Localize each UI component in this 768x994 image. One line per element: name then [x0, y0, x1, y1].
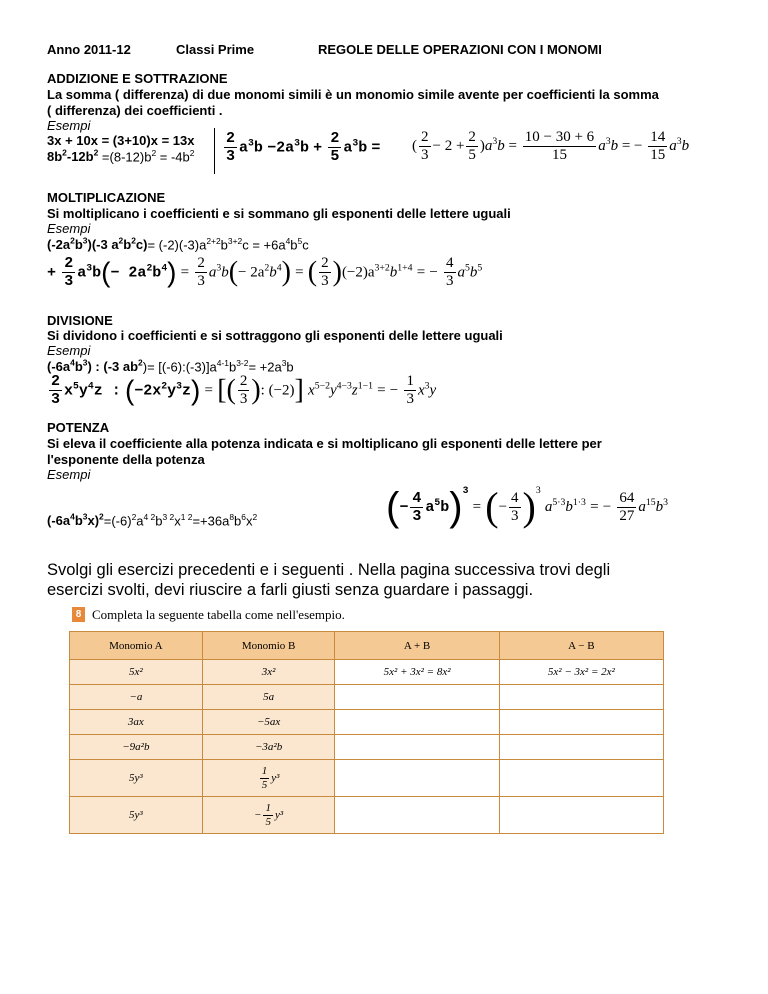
multiplication-heading: MOLTIPLICAZIONE [47, 190, 166, 205]
cell-diff-empty[interactable] [499, 710, 663, 735]
cell-b: 5a [202, 685, 335, 710]
addition-example-2: $8b^2-12b^2 =(8-12)b^2 = -4b^2$ [47, 148, 195, 165]
table-row [70, 760, 664, 797]
cell-a: −9a²b [70, 735, 203, 760]
table-row [70, 685, 664, 710]
cell-sum: 5x² + 3x² = 8x² [335, 660, 499, 685]
header-sum: A + B [335, 632, 499, 660]
power-rule-2: l'esponente della potenza [47, 452, 205, 467]
header-title: REGOLE DELLE OPERAZIONI CON I MONOMI [318, 42, 602, 57]
power-examples-label: Esempi [47, 467, 91, 482]
division-formula: $\frac{2}{3}$ $x^5y^4z$ : $(-2x^2y^3z)$ = [( $\frac{2}{3}$ ): (−2)] $x^{5-2}y^{4-3}z^{1-1}$ = − $\frac{1}{3}$ $x^3y$ [51, 373, 437, 408]
table-row-example [70, 660, 664, 685]
cell-a: 5y³ [70, 797, 203, 834]
cell-sum-empty[interactable] [335, 685, 499, 710]
header-monomio-a: Monomio A [70, 632, 203, 660]
cell-a: −a [70, 685, 203, 710]
power-heading: POTENZA [47, 420, 110, 435]
exercise-number-badge: 8 [72, 607, 85, 622]
cell-sum-empty[interactable] [335, 735, 499, 760]
header-monomio-b: Monomio B [202, 632, 335, 660]
instruction-line-1: Svolgi gli esercizi precedenti e i seguenti . Nella pagina successiva trovi degli [47, 561, 611, 579]
multiplication-examples-label: Esempi [47, 221, 91, 236]
cell-b: $\frac{1}{5}$ y³ [202, 760, 335, 797]
addition-rule-1: La somma ( differenza) di due monomi simili è un monomio simile avente per coefficienti la somma [47, 87, 659, 102]
header-class: Classi Prime [176, 42, 255, 57]
addition-heading: ADDIZIONE E SOTTRAZIONE [47, 71, 228, 86]
addition-formula-result: ( $\frac{2}{3}$ − 2 + $\frac{2}{5}$ )$a^3b$ = $\frac{10 - 30 + 6}{15}$ $a^3b$ = − $\frac{14}{15}$ $a^3b$ [412, 129, 690, 163]
division-example-1: $(-6a^4b^3)$ : (-3 $ab^2)=$ $[(-6):(-3)]a^{4-1}b^{3-2}= +2a^3b$ [47, 358, 294, 375]
cell-diff-empty[interactable] [499, 760, 663, 797]
power-formula: (− $\frac{4}{3}$ $a^5b)^3$ = (− $\frac{4}{3}$ )$^3$ $a^{5\cdot 3}b^{1\cdot 3}$ = − $\frac{64}{27}$ $a^{15}b^3$ [386, 484, 668, 530]
cell-diff-empty[interactable] [499, 685, 663, 710]
table-row [70, 710, 664, 735]
division-heading: DIVISIONE [47, 313, 113, 328]
table-header-row [70, 632, 664, 660]
cell-b: −5ax [202, 710, 335, 735]
addition-rule-2: ( differenza) dei coefficienti . [47, 103, 223, 118]
multiplication-formula: + $\frac{2}{3}$ $a^3b(- 2a^2b^4)$ = $\frac{2}{3}$ $a^3b(- 2a^2b^4)$ = ( $\frac{2}{3}$ )$(-2)a^{3+2}b^{1+4}$ = − $\frac{4}{3}$ $a^5b^5$ [47, 255, 483, 290]
division-examples-label: Esempi [47, 343, 91, 358]
addition-formula: $\frac{2}{3}$ $a^3b -2a^3b$ + $\frac{2}{5}$ $a^3b$ = [226, 130, 381, 165]
cell-sum-empty[interactable] [335, 710, 499, 735]
header-difference: A − B [499, 632, 663, 660]
instruction-line-2: esercizi svolti, devi riuscire a farli giusti senza guardare i passaggi. [47, 581, 534, 599]
exercise-title: Completa la seguente tabella come nell'esempio. [92, 607, 345, 622]
addition-examples-label: Esempi [47, 118, 91, 133]
table-row [70, 735, 664, 760]
multiplication-example-1: $(-2a^2b^3)(-3$ $a^2b^2c)= (-2)(-3)a^{2+2}b^{3+2}c = +6a^4b^5c$ [47, 236, 309, 253]
power-rule-1: Si eleva il coefficiente alla potenza indicata e si moltiplicano gli esponenti delle lettere per [47, 436, 602, 451]
cell-sum-empty[interactable] [335, 760, 499, 797]
exercise-table [69, 631, 664, 834]
division-rule: Si dividono i coefficienti e si sottraggono gli esponenti delle lettere uguali [47, 328, 503, 343]
cell-diff: 5x² − 3x² = 2x² [499, 660, 663, 685]
cell-b: 3x² [202, 660, 335, 685]
cell-b: − $\frac{1}{5}$ y³ [202, 797, 335, 834]
cell-a: 5x² [70, 660, 203, 685]
cell-diff-empty[interactable] [499, 735, 663, 760]
cell-sum-empty[interactable] [335, 797, 499, 834]
cell-a: 5y³ [70, 760, 203, 797]
table-row [70, 797, 664, 834]
header-year: Anno 2011-12 [47, 42, 131, 57]
addition-divider [214, 128, 215, 174]
cell-b: −3a²b [202, 735, 335, 760]
addition-example-1: 3x + 10x = (3+10)x = 13x [47, 133, 195, 148]
cell-a: 3ax [70, 710, 203, 735]
power-example-1: $(-6a^4b^3x)^2=(-6)^2a^{4 2}b^{3 2}x^{1 2}=+36a^8b^6x^2$ [47, 512, 258, 529]
cell-diff-empty[interactable] [499, 797, 663, 834]
multiplication-rule: Si moltiplicano i coefficienti e si sommano gli esponenti delle lettere uguali [47, 206, 511, 221]
